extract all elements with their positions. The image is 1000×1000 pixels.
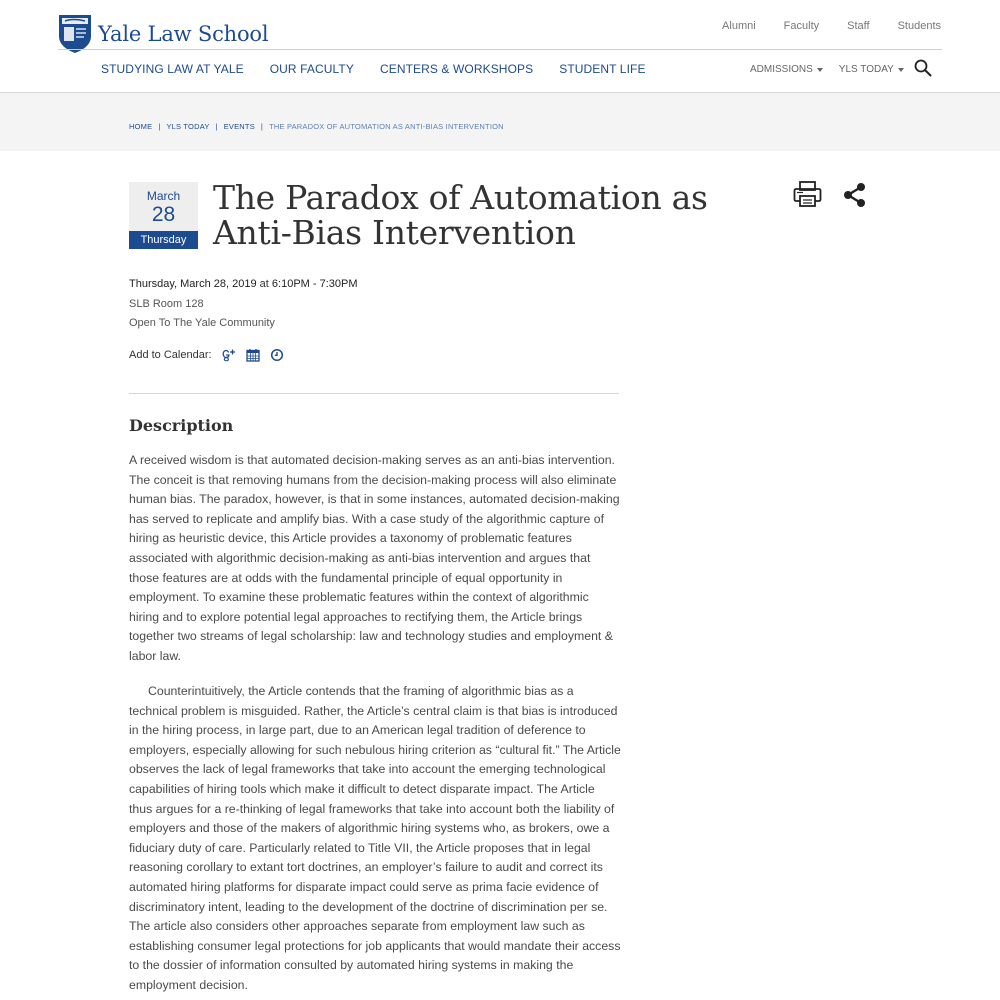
admissions-label: ADMISSIONS [750,64,813,75]
event-time-text: 6:10PM - 7:30PM [271,278,358,290]
event-datetime [129,276,358,296]
site-logo[interactable] [58,14,268,54]
yale-shield-logo [58,14,92,54]
search-icon[interactable] [914,59,932,77]
nav-our-faculty[interactable]: OUR FACULTY [269,62,354,76]
event-meta [129,276,358,335]
calendar-icon[interactable] [246,348,260,362]
event-weekday: Thursday [129,231,198,249]
add-to-calendar [129,348,294,362]
breadcrumb-separator: | [158,122,161,131]
breadcrumb-home[interactable]: HOME [129,122,153,131]
chevron-down-icon [898,68,904,72]
secondary-nav [750,64,904,75]
admissions-dropdown[interactable] [750,64,823,75]
google-plus-icon[interactable] [222,348,236,362]
breadcrumb-band [0,93,1000,151]
print-icon[interactable] [793,181,822,208]
description-paragraph: Counterintuitively, the Article contends that the framing of algorithmic bias as a technical problem is misguided. Rather, the Article’s central claim is that bias is introduced in the hiring process, in large part, due to an American legal tradition of deference to employers, especially allowing for such nebulous hiring criterion as “cultural fit.” The Article observes the lack of legal frameworks that take into account the emerging technological capabilities of hiring tools which make it difficult to detect disparate impact. The Article thus argues for a re-thinking of legal frameworks that take into account both the liability of employers and those of the makers of algorithmic hiring systems who, as brokers, owe a fiduciary duty of care. Particularly related to Title VII, the Article proposes that in legal reasoning corollary to extant tort doctrines, an employer’s failure to audit and correct its automated hiring platforms for disparate impact could serve as prima facie evidence of discriminatory intent, leading to the development of the doctrine of discrimination per se. The article also considers other approaches separate from employment law such as establishing consumer legal protections for job applicants that would mandate their access to the dossier of information consulted by automated hiring systems in making the employment decision. [129,684,621,992]
page-title: The Paradox of Automation as Anti-Bias Intervention [213,178,708,252]
breadcrumb-separator: | [260,122,264,131]
school-name: Yale Law School [98,22,269,46]
clock-icon[interactable] [270,348,284,362]
yls-today-dropdown[interactable] [839,64,904,75]
event-day: 28 [151,203,176,226]
top-link-students[interactable]: Students [897,20,941,32]
event-location: SLB Room 128 [129,297,204,310]
breadcrumb-separator: | [215,122,218,131]
breadcrumb-events[interactable]: EVENTS [223,122,255,131]
event-audience: Open To The Yale Community [129,317,275,329]
breadcrumb [129,122,504,131]
nav-student-life[interactable]: STUDENT LIFE [559,62,646,76]
description-heading: Description [129,416,234,435]
nav-centers-workshops[interactable]: CENTERS & WORKSHOPS [379,62,534,76]
event-date-badge [129,182,198,249]
yls-today-label: YLS TODAY [838,64,894,75]
header-divider [58,49,942,50]
description-paragraph: A received wisdom is that automated decision-making serves as an anti-bias intervention. The conceit is that removing humans from the decision-making process will also eliminate human bias. The paradox, however, is that in some instances, automated decision-making has served to replicate and amplify bias. With a case study of the algorithmic capture of hiring as heuristic device, this Article provides a taxonomy of problematic features associated with algorithmic decision-making as anti-bias intervention and argues that those features are at odds with the fundamental principle of equal opportunity in employment. To examine these problematic features within the context of algorithmic hiring and to explore potential legal approaches to rectifying them, the Article brings together two streams of legal scholarship: law and technology studies and employment & labor law. [129,453,620,663]
content-divider [129,393,619,394]
nav-studying-law[interactable]: STUDYING LAW AT YALE [101,62,244,76]
share-icon[interactable] [842,182,867,208]
add-to-calendar-label: Add to Calendar: [129,349,212,361]
breadcrumb-current: THE PARADOX OF AUTOMATION AS ANTI-BIAS INTERVENTION [269,122,504,131]
event-at: at [259,278,269,290]
top-utility-nav [722,20,941,32]
site-header [0,0,1000,93]
top-link-faculty[interactable]: Faculty [783,20,820,32]
event-month: March [146,189,181,203]
breadcrumb-yls-today[interactable]: YLS TODAY [166,122,210,131]
top-link-alumni[interactable]: Alumni [722,20,756,32]
description-body [129,451,621,1000]
main-nav [101,62,646,76]
event-date-text: Thursday, March 28, 2019 [129,278,257,290]
chevron-down-icon [817,68,823,72]
top-link-staff[interactable]: Staff [847,20,870,32]
